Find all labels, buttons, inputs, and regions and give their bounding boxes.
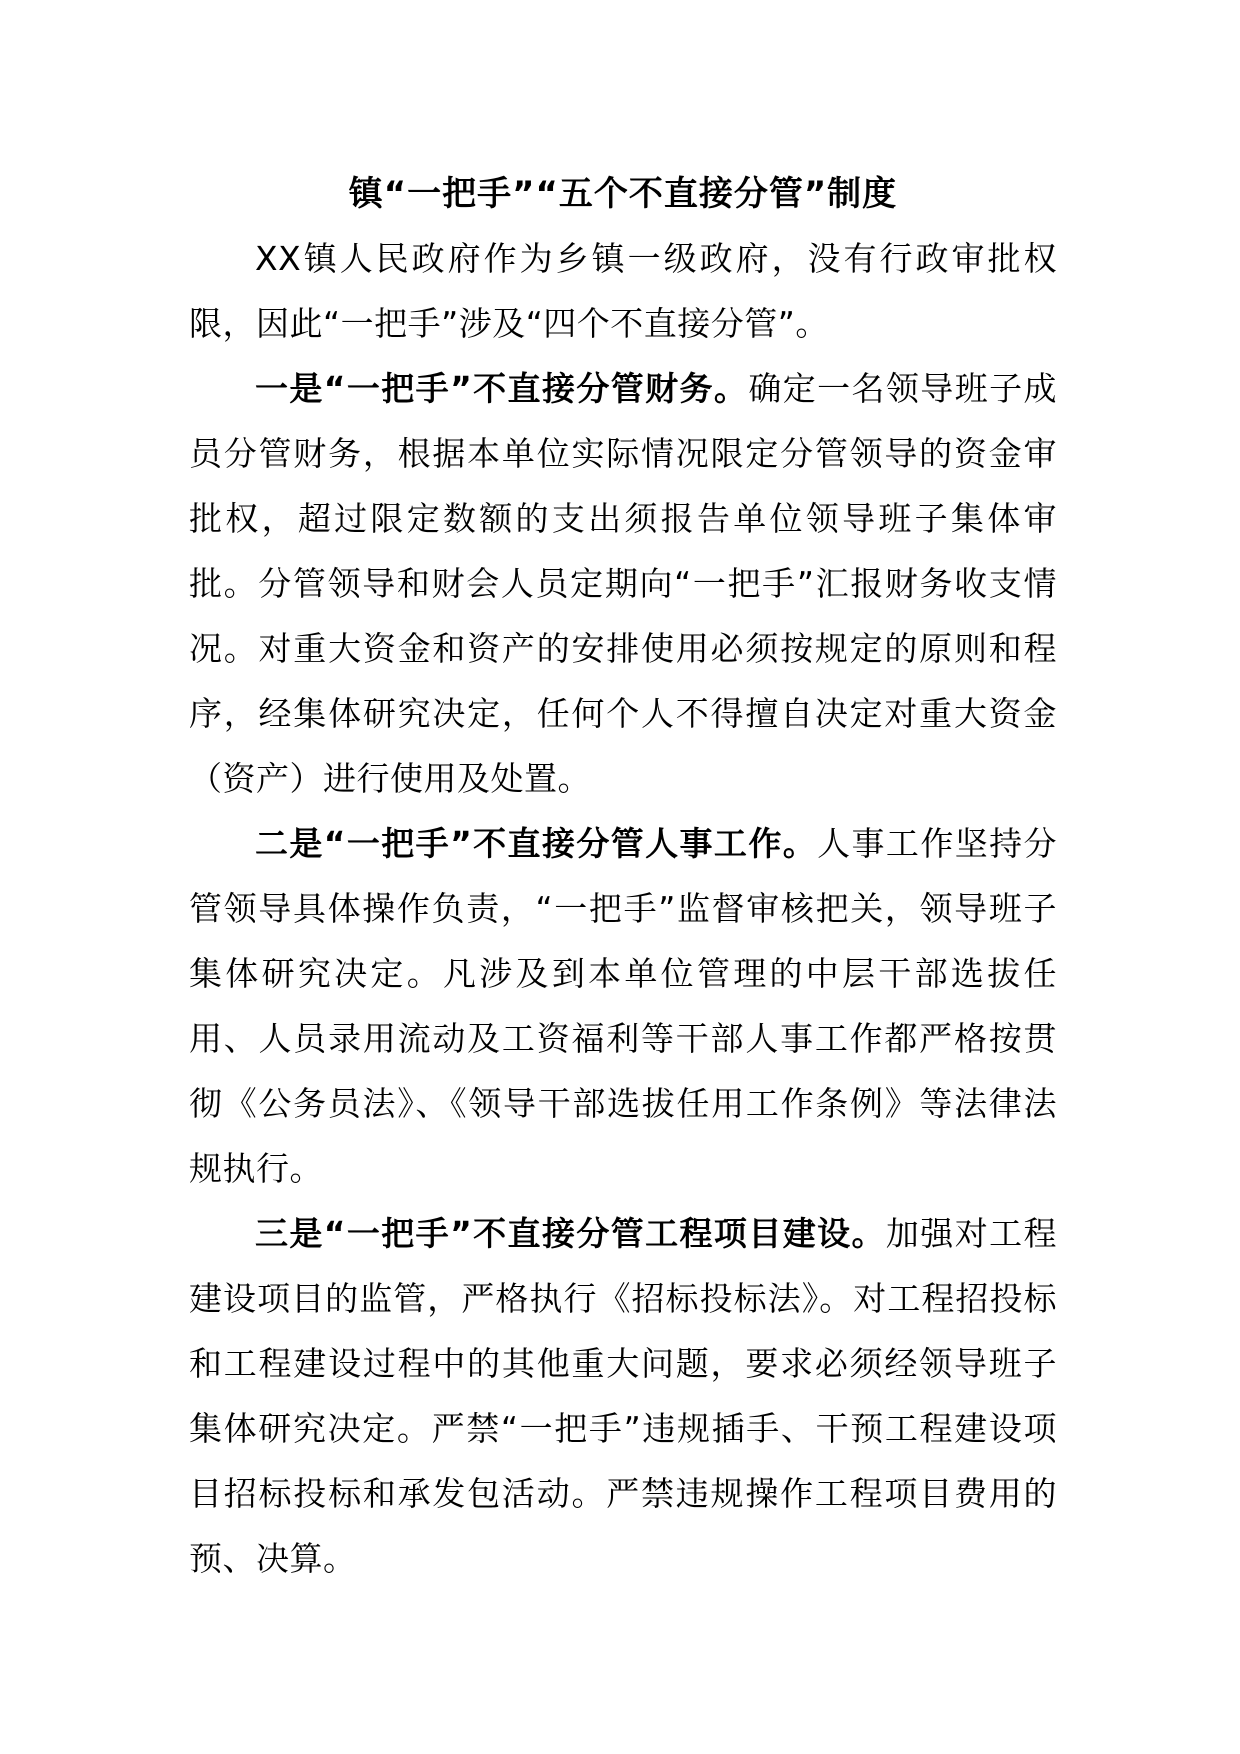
intro-paragraph: XX镇人民政府作为乡镇一级政府，没有行政审批权限，因此“一把手”涉及“四个不直接分管”。 (189, 239, 1057, 343)
section-engineering-heading: 三是“一把手”不直接分管工程项目建设。 (255, 1214, 886, 1253)
section-engineering-body: 加强对工程建设项目的监管，严格执行《招标投标法》。对工程招投标和工程建设过程中的其他重大问题，要求必须经领导班子集体研究决定。严禁“一把手”违规插手、干预工程建设项目招标投标和承发包活动。严禁违规操作工程项目费用的预、决算。 (189, 1214, 1057, 1578)
section-finance (189, 356, 1057, 811)
document-page (189, 172, 1057, 1591)
section-personnel-heading: 二是“一把手”不直接分管人事工作。 (255, 824, 818, 863)
section-finance-body: 确定一名领导班子成员分管财务，根据本单位实际情况限定分管领导的资金审批权，超过限定数额的支出须报告单位领导班子集体审批。分管领导和财会人员定期向“一把手”汇报财务收支情况。对重大资金和资产的安排使用必须按规定的原则和程序，经集体研究决定，任何个人不得擅自决定对重大资金（资产）进行使用及处置。 (189, 369, 1057, 798)
section-engineering (189, 1201, 1057, 1591)
document-title: 镇“一把手”“五个不直接分管”制度 (348, 174, 898, 214)
section-personnel-body: 人事工作坚持分管领导具体操作负责，“一把手”监督审核把关，领导班子集体研究决定。凡涉及到本单位管理的中层干部选拔任用、人员录用流动及工资福利等干部人事工作都严格按贯彻《公务员法》、《领导干部选拔任用工作条例》等法律法规执行。 (189, 824, 1058, 1188)
section-personnel (189, 811, 1057, 1201)
section-finance-heading: 一是“一把手”不直接分管财务。 (255, 369, 749, 408)
